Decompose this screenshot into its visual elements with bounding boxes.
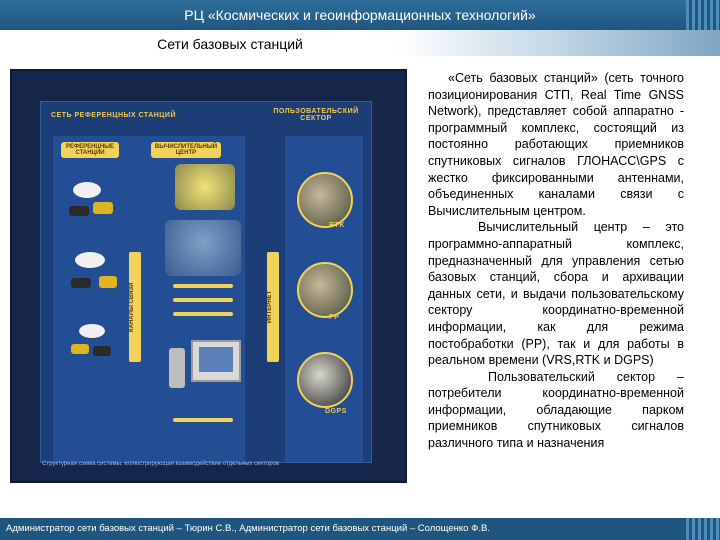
surveyor-photo <box>297 172 353 228</box>
panel-bar <box>173 418 233 422</box>
operator-photo <box>165 220 241 276</box>
receiver-icon <box>69 206 89 216</box>
panel-bar <box>173 298 233 302</box>
pp-label: PP <box>329 314 340 321</box>
paragraph-user-sector: Пользовательский сектор – потребители координатно-временной информации, обладающие парком приемников спутниковых сигналов различного типа и назначения <box>428 369 684 451</box>
panel-bar <box>173 312 233 316</box>
pill-computing-center: ВЫЧИСЛИТЕЛЬНЫЙ ЦЕНТР <box>151 142 221 158</box>
diagram-caption: Структурная схема системы, иллюстрирующая взаимодействие отдельных секторов <box>42 461 280 467</box>
antenna-icon <box>73 182 101 198</box>
receiver-icon <box>93 202 113 214</box>
field-photo <box>297 262 353 318</box>
internet-bar: ИНТЕРНЕТ <box>267 252 279 362</box>
server-tower-icon <box>169 348 185 388</box>
receiver-icon <box>71 278 91 288</box>
receiver-icon <box>71 344 89 354</box>
footer-bar <box>0 518 720 540</box>
server-monitor-icon <box>191 340 241 382</box>
receiver-icon <box>99 276 117 288</box>
footer-decoration <box>686 518 720 540</box>
footer-text: Администратор сети базовых станций – Тюрин С.В., Администратор сети базовых станций – Солощенко Ф.В. <box>6 523 490 534</box>
diagram-heading-left: СЕТЬ РЕФЕРЕНЦНЫХ СТАНЦИЙ <box>51 112 176 119</box>
antenna-icon <box>75 252 105 268</box>
rtk-label: RTK <box>329 222 345 229</box>
title-bar-decoration <box>686 0 720 30</box>
description-text <box>428 70 684 452</box>
slide-subtitle: Сети базовых станций <box>157 36 303 52</box>
title-bar <box>0 0 720 30</box>
panel-bar <box>173 284 233 288</box>
receiver-icon <box>93 346 111 356</box>
antenna-icon <box>79 324 105 338</box>
diagram-panel <box>40 101 372 463</box>
network-diagram <box>10 69 407 483</box>
pill-reference-stations: РЕФЕРЕНЦНЫЕ СТАНЦИИ <box>61 142 119 158</box>
page-title: РЦ «Космических и геоинформационных технологий» <box>184 7 536 23</box>
dgps-label: DGPS <box>325 408 347 415</box>
paragraph-computing-center: Вычислительный центр – это программно-аппаратный комплекс, предназначенный для управления сетью базовых станций, сбора и архивации данных сети, и выдачи пользовательскому сектору координатно-временной информации, как для режима постобработки (РР), так и для работы в реальном времени (VRS,RTK и DGPS) <box>428 220 684 368</box>
equipment-photo <box>175 164 235 210</box>
diagram-heading-right: ПОЛЬЗОВАТЕЛЬСКИЙ СЕКТОР <box>273 108 359 122</box>
channels-bar: КАНАЛЫ СВЯЗИ <box>129 252 141 362</box>
paragraph-network: «Сеть базовых станций» (сеть точного позиционирования СТП, Real Time GNSS Network), представляет собой аппаратно - программный комплекс, состоящий из постоянно работающих приемников спутниковых сигналов ГЛОНАСС\GPS с жестко фиксированными антеннами, объединенных каналами связи с Вычислительным центром. <box>428 71 684 218</box>
navigator-photo <box>297 352 353 408</box>
